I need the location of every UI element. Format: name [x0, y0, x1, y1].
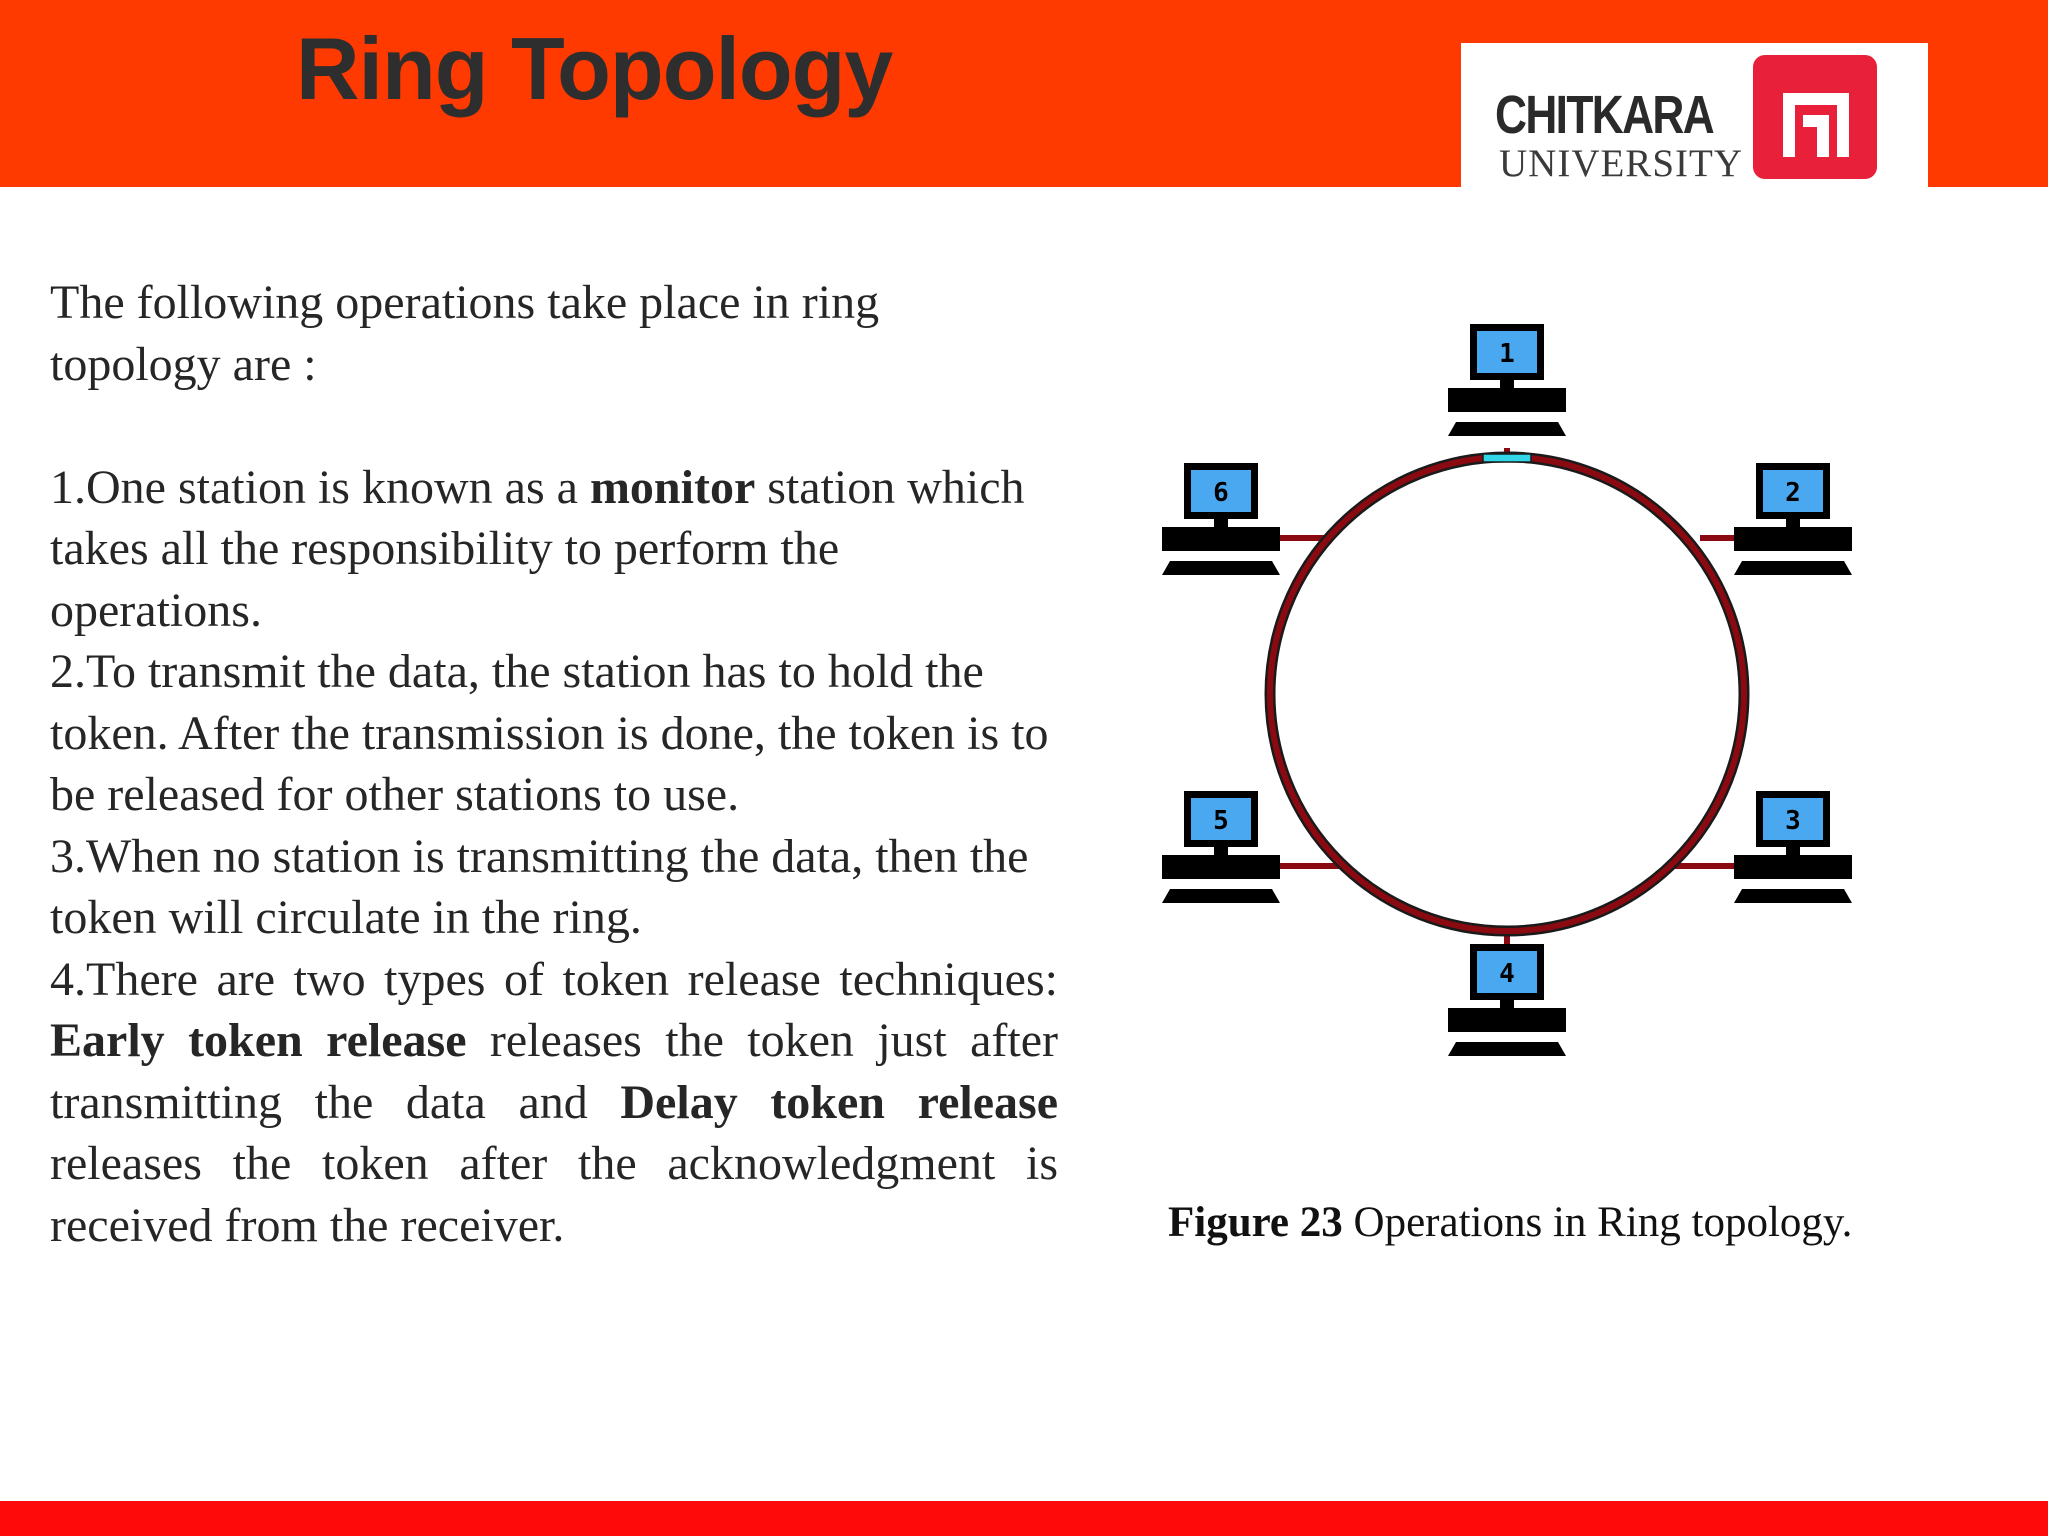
station-1: [1448, 324, 1566, 436]
station-label-1: 1: [1499, 339, 1515, 369]
page-title: Ring Topology: [296, 19, 893, 118]
station-label-4: 4: [1499, 959, 1515, 989]
station-4: [1448, 944, 1566, 1056]
delay-token-term: Delay token release: [620, 1075, 1058, 1129]
logo-name: CHITKARA: [1495, 85, 1714, 145]
point-4: 4.There are two types of token release techniques: Early token release releases the token just after transmitting the data and Delay token release releases the token after the acknowledgment is received from the receiver.: [50, 952, 1058, 1252]
station-label-2: 2: [1785, 478, 1801, 508]
logo-mark-icon: [1751, 53, 1879, 181]
figure-caption: [1168, 1195, 1852, 1251]
ring-topology-diagram: [1150, 310, 1870, 1090]
figure-text: Operations in Ring topology.: [1342, 1199, 1853, 1246]
station-label-6: 6: [1213, 478, 1229, 508]
station-2: [1734, 463, 1852, 575]
early-token-term: Early token release: [50, 1014, 467, 1067]
station-6: [1162, 463, 1280, 575]
station-label-3: 3: [1785, 806, 1801, 836]
footer-bar: [0, 1501, 2048, 1536]
station-label-5: 5: [1213, 806, 1229, 836]
station-5: [1162, 791, 1280, 903]
point-3: 3.When no station is transmitting the data, then the token will circulate in the ring.: [50, 829, 1029, 944]
point-2: 2.To transmit the data, the station has to hold the token. After the transmission is done, the token is to be released for other stations to use.: [50, 645, 1049, 821]
point-1: 1.One station is known as a monitor station which takes all the responsibility to perform the operations.: [50, 460, 1025, 637]
intro-paragraph: The following operations take place in ring topology are :: [50, 276, 880, 391]
monitor-term: monitor: [589, 460, 756, 514]
logo-subtitle: UNIVERSITY: [1499, 142, 1743, 185]
header-bar: [0, 0, 2048, 187]
figure-label: Figure 23: [1168, 1199, 1343, 1246]
body-text: [50, 272, 1058, 1256]
ring-inner: [1270, 457, 1744, 931]
station-3: [1734, 791, 1852, 903]
university-logo: [1461, 43, 1928, 187]
monitor-link: [1483, 454, 1531, 462]
